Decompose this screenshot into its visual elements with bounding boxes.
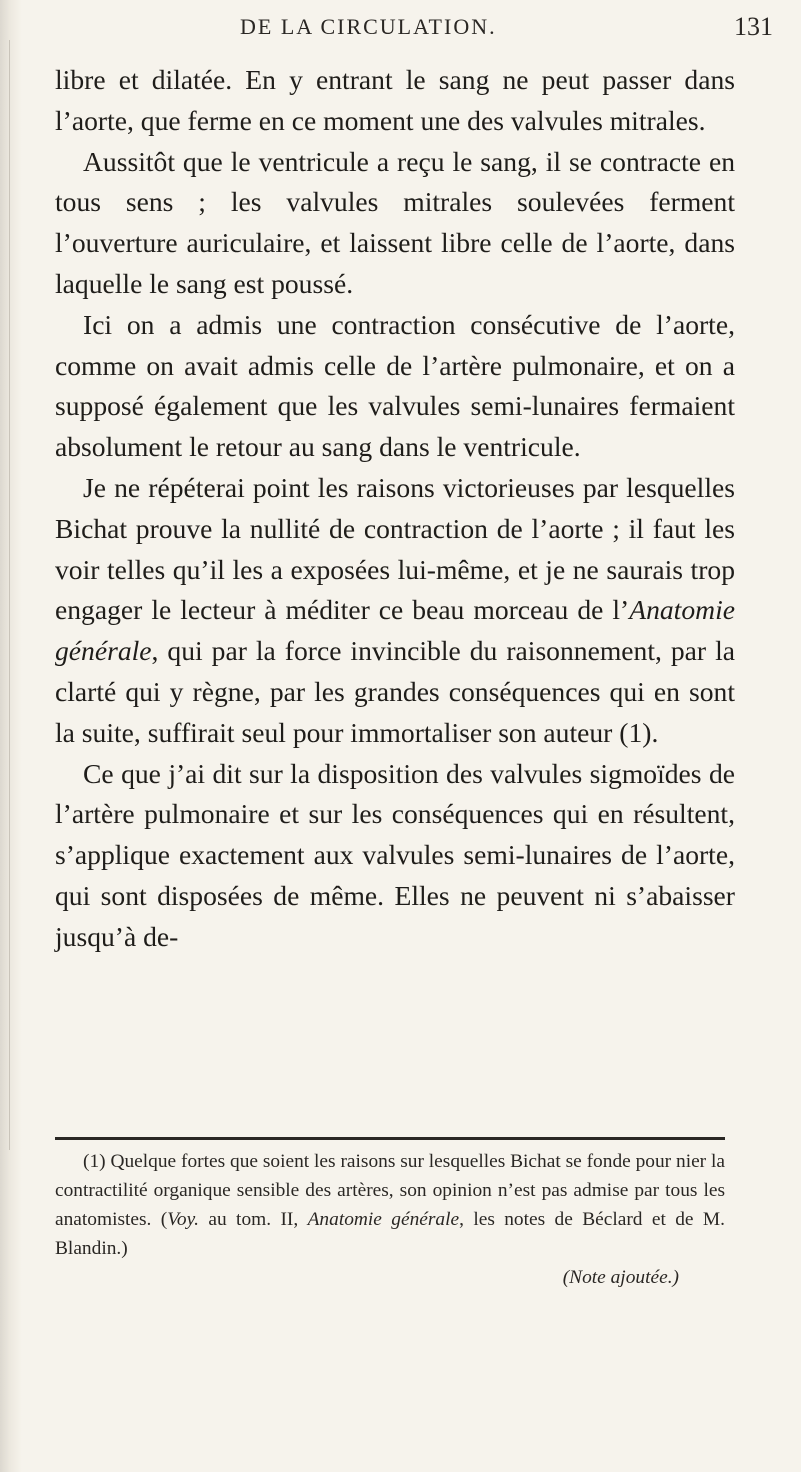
paragraph-1: libre et dilatée. En y entrant le sang ne peut passer dans l’aorte, que ferme en ce moment une des valvules mitrales.	[55, 64, 735, 136]
footnote-added-note: (Note ajoutée.)	[562, 1267, 679, 1288]
page-number: 131	[734, 12, 773, 41]
paragraph-4	[55, 468, 735, 754]
footnote-part-a: (1) Quelque fortes que soient les raisons sur lesquelles Bichat se fonde pour nier la contractilité organique sensible des artères, son opinion n’est pas admise par tous les anatomistes. (	[55, 1151, 725, 1230]
paragraph-2: Aussitôt que le ventricule a reçu le sang, il se contracte en tous sens ; les valvules mitrales soulevées ferment l’ouverture auriculaire, et laissent libre celle de l’aorte, dans laquelle le sang est poussé.	[55, 145, 735, 299]
footnote-book-title: Anatomie générale	[307, 1209, 460, 1230]
main-text	[55, 60, 735, 958]
footnote-rule	[55, 1137, 725, 1140]
footnote-part-c: , les notes de Béclard et de M. Blandin.)	[55, 1209, 726, 1259]
page-gutter-line	[9, 40, 10, 1150]
footnote-part-b: au tom. II,	[199, 1209, 308, 1230]
footnote-text	[55, 1147, 725, 1263]
anatomie-generale-title: Anatomie générale	[55, 594, 735, 667]
running-title: DE LA CIRCULATION.	[240, 14, 497, 39]
footnote-voy: Voy.	[167, 1209, 200, 1230]
paragraph-5: Ce que j’ai dit sur la disposition des valvules sigmoïdes de l’artère pulmonaire et sur les conséquences qui en résultent, s’applique exactement aux valvules semi-lunaires de l’aorte, qui sont disposées de même. Elles ne peuvent ni s’abaisser jusqu’à de-	[55, 757, 735, 952]
paragraph-4-part-a: Je ne répéterai point les raisons victorieuses par lesquelles Bichat prouve la nullité de contraction de l’aorte ; il faut les voir telles qu’il les a exposées lui-même, et je ne saurais trop engager le lecteur à méditer ce beau morceau de l’	[55, 471, 735, 626]
page-gutter-shadow	[0, 0, 22, 1472]
paragraph-3: Ici on a admis une contraction consécutive de l’aorte, comme on avait admis celle de l’artère pulmonaire, et on a supposé également que les valvules semi-lunaires fermaient absolument le retour au sang dans le ventricule.	[55, 308, 735, 463]
footnote	[55, 1147, 725, 1292]
paragraph-4-part-b: , qui par la force invincible du raisonnement, par la clarté qui y règne, par les grandes conséquences qui en sont la suite, suffirait seul pour immortaliser son auteur (1).	[55, 635, 735, 748]
